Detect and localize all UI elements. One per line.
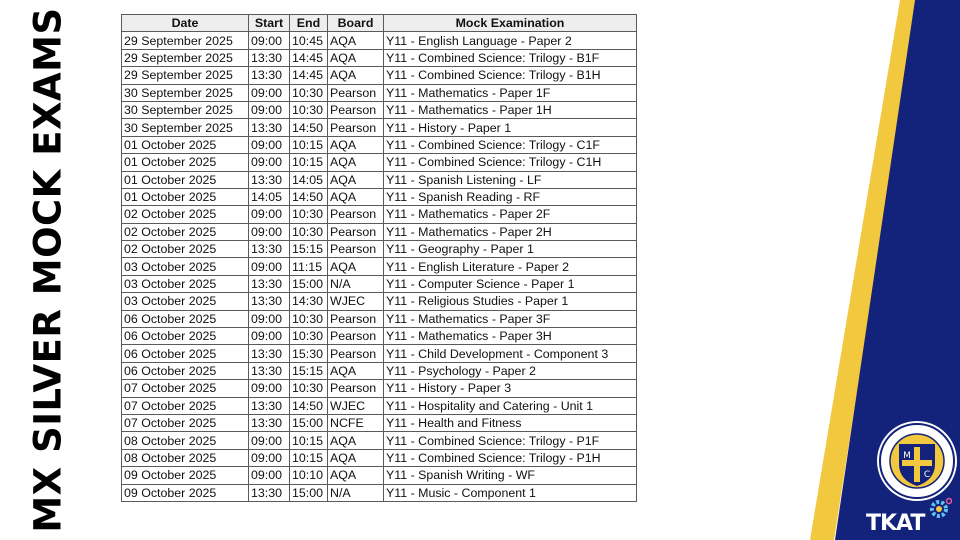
- mock-exam-table: [121, 14, 637, 502]
- cell-mock-examination: Y11 - Health and Fitness: [384, 414, 637, 431]
- cell-end: 14:05: [290, 171, 328, 188]
- cell-mock-examination: Y11 - Psychology - Paper 2: [384, 362, 637, 379]
- cell-end: 15:30: [290, 345, 328, 362]
- table-row: [122, 223, 637, 240]
- cell-start: 14:05: [249, 188, 290, 205]
- cell-mock-examination: Y11 - Combined Science: Trilogy - B1F: [384, 49, 637, 66]
- cell-date: 06 October 2025: [122, 362, 249, 379]
- cell-date: 30 September 2025: [122, 119, 249, 136]
- header-date: Date: [122, 15, 249, 32]
- header-end: End: [290, 15, 328, 32]
- cell-mock-examination: Y11 - Spanish Reading - RF: [384, 188, 637, 205]
- cell-mock-examination: Y11 - English Language - Paper 2: [384, 32, 637, 49]
- cell-mock-examination: Y11 - Combined Science: Trilogy - C1H: [384, 154, 637, 171]
- cell-start: 09:00: [249, 84, 290, 101]
- cell-start: 13:30: [249, 49, 290, 66]
- cell-date: 09 October 2025: [122, 484, 249, 501]
- cell-mock-examination: Y11 - English Literature - Paper 2: [384, 258, 637, 275]
- table-row: [122, 467, 637, 484]
- school-crest-logo: [876, 420, 958, 502]
- table-row: [122, 136, 637, 153]
- cell-end: 10:30: [290, 223, 328, 240]
- cell-board: AQA: [328, 449, 384, 466]
- table-row: [122, 258, 637, 275]
- cell-start: 13:30: [249, 362, 290, 379]
- cell-date: 01 October 2025: [122, 136, 249, 153]
- header-board: Board: [328, 15, 384, 32]
- cell-end: 10:10: [290, 467, 328, 484]
- cell-date: 03 October 2025: [122, 258, 249, 275]
- cell-end: 14:50: [290, 119, 328, 136]
- cell-start: 13:30: [249, 67, 290, 84]
- cell-board: AQA: [328, 362, 384, 379]
- table-row: [122, 328, 637, 345]
- header-mock-examination: Mock Examination: [384, 15, 637, 32]
- cell-mock-examination: Y11 - Religious Studies - Paper 1: [384, 293, 637, 310]
- cell-start: 09:00: [249, 206, 290, 223]
- cell-date: 29 September 2025: [122, 67, 249, 84]
- cell-board: AQA: [328, 432, 384, 449]
- cell-end: 10:30: [290, 328, 328, 345]
- cell-board: Pearson: [328, 241, 384, 258]
- cell-mock-examination: Y11 - Combined Science: Trilogy - P1F: [384, 432, 637, 449]
- cell-mock-examination: Y11 - Mathematics - Paper 3F: [384, 310, 637, 327]
- table-row: [122, 171, 637, 188]
- cell-mock-examination: Y11 - Spanish Listening - LF: [384, 171, 637, 188]
- cell-start: 09:00: [249, 432, 290, 449]
- table-row: [122, 310, 637, 327]
- cell-end: 10:30: [290, 310, 328, 327]
- cell-end: 10:15: [290, 432, 328, 449]
- cell-start: 09:00: [249, 136, 290, 153]
- cell-start: 09:00: [249, 223, 290, 240]
- cell-end: 15:00: [290, 275, 328, 292]
- table-row: [122, 206, 637, 223]
- cell-mock-examination: Y11 - Mathematics - Paper 1F: [384, 84, 637, 101]
- table-row: [122, 275, 637, 292]
- cell-end: 15:00: [290, 414, 328, 431]
- cell-end: 11:15: [290, 258, 328, 275]
- cell-start: 13:30: [249, 119, 290, 136]
- table-row: [122, 449, 637, 466]
- table-row: [122, 188, 637, 205]
- cell-mock-examination: Y11 - Music - Component 1: [384, 484, 637, 501]
- cell-end: 14:45: [290, 49, 328, 66]
- cell-mock-examination: Y11 - Mathematics - Paper 1H: [384, 101, 637, 118]
- cell-start: 09:00: [249, 310, 290, 327]
- cell-board: Pearson: [328, 380, 384, 397]
- svg-text:M: M: [903, 451, 911, 461]
- table-row: [122, 380, 637, 397]
- table-row: [122, 293, 637, 310]
- cell-mock-examination: Y11 - Hospitality and Catering - Unit 1: [384, 397, 637, 414]
- table-row: [122, 84, 637, 101]
- cell-date: 08 October 2025: [122, 449, 249, 466]
- table-row: [122, 484, 637, 501]
- cell-board: Pearson: [328, 328, 384, 345]
- cell-mock-examination: Y11 - Mathematics - Paper 3H: [384, 328, 637, 345]
- cell-board: Pearson: [328, 345, 384, 362]
- cell-date: 07 October 2025: [122, 397, 249, 414]
- cell-board: Pearson: [328, 223, 384, 240]
- cell-board: AQA: [328, 32, 384, 49]
- cell-start: 09:00: [249, 32, 290, 49]
- cell-date: 09 October 2025: [122, 467, 249, 484]
- table-row: [122, 67, 637, 84]
- cell-date: 07 October 2025: [122, 414, 249, 431]
- cell-mock-examination: Y11 - Computer Science - Paper 1: [384, 275, 637, 292]
- cell-mock-examination: Y11 - Spanish Writing - WF: [384, 467, 637, 484]
- cell-end: 10:15: [290, 154, 328, 171]
- cell-end: 10:45: [290, 32, 328, 49]
- cell-board: Pearson: [328, 119, 384, 136]
- cell-date: 30 September 2025: [122, 84, 249, 101]
- cell-mock-examination: Y11 - Combined Science: Trilogy - B1H: [384, 67, 637, 84]
- cell-board: AQA: [328, 136, 384, 153]
- cell-mock-examination: Y11 - Mathematics - Paper 2F: [384, 206, 637, 223]
- cell-end: 14:50: [290, 188, 328, 205]
- cell-date: 02 October 2025: [122, 241, 249, 258]
- cell-start: 09:00: [249, 154, 290, 171]
- cell-date: 06 October 2025: [122, 345, 249, 362]
- trust-logo-text: TKAT: [866, 511, 925, 536]
- cell-date: 29 September 2025: [122, 32, 249, 49]
- cell-start: 09:00: [249, 328, 290, 345]
- cell-board: WJEC: [328, 293, 384, 310]
- cell-date: 07 October 2025: [122, 380, 249, 397]
- cell-board: Pearson: [328, 310, 384, 327]
- cell-date: 01 October 2025: [122, 154, 249, 171]
- cell-end: 15:15: [290, 241, 328, 258]
- table-row: [122, 32, 637, 49]
- cell-date: 02 October 2025: [122, 206, 249, 223]
- cell-end: 10:30: [290, 206, 328, 223]
- cell-mock-examination: Y11 - Geography - Paper 1: [384, 241, 637, 258]
- cell-end: 15:00: [290, 484, 328, 501]
- cell-mock-examination: Y11 - Combined Science: Trilogy - C1F: [384, 136, 637, 153]
- cell-board: NCFE: [328, 414, 384, 431]
- header-start: Start: [249, 15, 290, 32]
- cell-start: 13:30: [249, 345, 290, 362]
- cell-end: 14:45: [290, 67, 328, 84]
- table-row: [122, 432, 637, 449]
- cell-board: AQA: [328, 171, 384, 188]
- cell-board: AQA: [328, 467, 384, 484]
- table-row: [122, 397, 637, 414]
- cell-start: 13:30: [249, 414, 290, 431]
- cell-start: 13:30: [249, 484, 290, 501]
- cell-end: 10:30: [290, 101, 328, 118]
- cell-board: Pearson: [328, 206, 384, 223]
- cell-mock-examination: Y11 - Combined Science: Trilogy - P1H: [384, 449, 637, 466]
- cell-mock-examination: Y11 - Mathematics - Paper 2H: [384, 223, 637, 240]
- cell-mock-examination: Y11 - Child Development - Component 3: [384, 345, 637, 362]
- cell-end: 10:15: [290, 136, 328, 153]
- cell-board: AQA: [328, 258, 384, 275]
- cell-date: 03 October 2025: [122, 293, 249, 310]
- cell-board: Pearson: [328, 101, 384, 118]
- cell-end: 14:50: [290, 397, 328, 414]
- svg-text:C: C: [923, 470, 931, 480]
- cell-end: 10:15: [290, 449, 328, 466]
- table-header-row: [122, 15, 637, 32]
- cell-mock-examination: Y11 - History - Paper 1: [384, 119, 637, 136]
- cell-board: AQA: [328, 49, 384, 66]
- cell-end: 10:30: [290, 380, 328, 397]
- cell-start: 09:00: [249, 258, 290, 275]
- cell-date: 06 October 2025: [122, 310, 249, 327]
- table-row: [122, 119, 637, 136]
- cell-board: Pearson: [328, 84, 384, 101]
- table-row: [122, 362, 637, 379]
- table-row: [122, 345, 637, 362]
- cell-date: 02 October 2025: [122, 223, 249, 240]
- cell-date: 01 October 2025: [122, 188, 249, 205]
- cell-start: 13:30: [249, 293, 290, 310]
- cell-start: 09:00: [249, 467, 290, 484]
- cell-board: AQA: [328, 188, 384, 205]
- table-row: [122, 49, 637, 66]
- cell-start: 09:00: [249, 101, 290, 118]
- cell-board: WJEC: [328, 397, 384, 414]
- cell-end: 15:15: [290, 362, 328, 379]
- cell-start: 09:00: [249, 449, 290, 466]
- cell-date: 03 October 2025: [122, 275, 249, 292]
- cell-start: 13:30: [249, 397, 290, 414]
- cell-start: 13:30: [249, 171, 290, 188]
- cell-start: 13:30: [249, 275, 290, 292]
- table-row: [122, 241, 637, 258]
- cell-start: 13:30: [249, 241, 290, 258]
- table-row: [122, 154, 637, 171]
- cell-date: 06 October 2025: [122, 328, 249, 345]
- cell-end: 10:30: [290, 84, 328, 101]
- table-row: [122, 414, 637, 431]
- cell-date: 01 October 2025: [122, 171, 249, 188]
- cell-mock-examination: Y11 - History - Paper 3: [384, 380, 637, 397]
- cell-board: N/A: [328, 484, 384, 501]
- gear-icon: [926, 496, 952, 522]
- cell-board: N/A: [328, 275, 384, 292]
- cell-date: 29 September 2025: [122, 49, 249, 66]
- cell-board: AQA: [328, 154, 384, 171]
- cell-start: 09:00: [249, 380, 290, 397]
- cell-end: 14:30: [290, 293, 328, 310]
- page-title: MX SILVER MOCK EXAMS: [26, 7, 70, 533]
- cell-date: 08 October 2025: [122, 432, 249, 449]
- table-row: [122, 101, 637, 118]
- cell-date: 30 September 2025: [122, 101, 249, 118]
- cell-board: AQA: [328, 67, 384, 84]
